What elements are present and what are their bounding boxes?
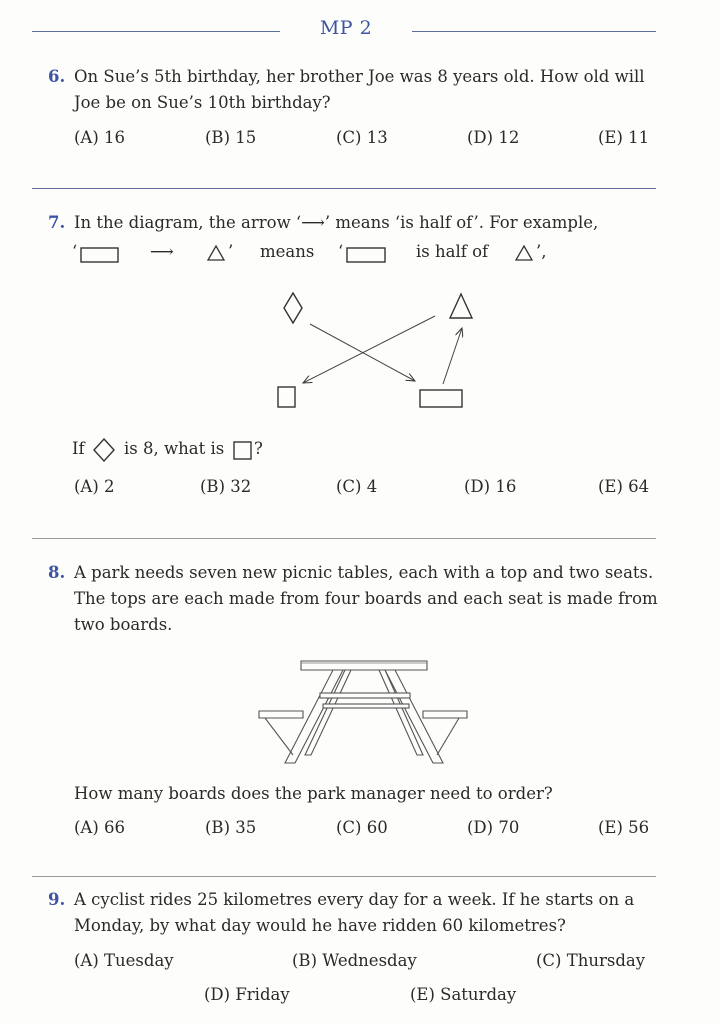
example-is-half-of: is half of <box>416 242 489 261</box>
q8-option-e[interactable]: (E) 56 <box>598 818 650 837</box>
question-8-question: How many boards does the park manager need to order? <box>74 784 553 803</box>
picnic-table-image <box>255 655 475 770</box>
page-header <box>0 14 720 46</box>
q7-option-d[interactable]: (D) 16 <box>464 477 517 496</box>
q8-option-a[interactable]: (A) 66 <box>74 818 126 837</box>
triangle-icon <box>514 244 534 262</box>
question-6-options <box>74 128 664 154</box>
q8-option-c[interactable]: (C) 60 <box>336 818 388 837</box>
question-9-options-row2 <box>74 985 664 1011</box>
header-rule-right <box>412 31 656 32</box>
example-open-quote: ‘ <box>72 242 78 261</box>
question-9-text-line2: Monday, by what day would he have ridden 60 kilometres? <box>74 916 566 935</box>
question-9 <box>48 887 660 939</box>
triangle-shape <box>450 294 472 318</box>
section-divider <box>32 876 656 877</box>
q9-option-b[interactable]: (B) Wednesday <box>292 951 417 970</box>
q8-option-b[interactable]: (B) 35 <box>205 818 257 837</box>
example-open-quote-2: ‘ <box>338 242 344 261</box>
question-6 <box>48 64 660 116</box>
prompt-if: If <box>72 439 85 458</box>
q7-option-e[interactable]: (E) 64 <box>598 477 650 496</box>
question-9-text-line1: A cyclist rides 25 kilometres every day for a week. If he starts on a <box>74 890 635 909</box>
question-7 <box>48 210 660 236</box>
question-7-prompt <box>72 437 372 465</box>
section-divider <box>32 188 656 189</box>
square-shape <box>278 387 295 407</box>
triangle-icon <box>206 244 226 262</box>
rectangle-icon <box>80 246 120 264</box>
question-8-options <box>74 818 664 844</box>
rectangle-icon <box>346 246 388 264</box>
question-7-example <box>72 240 632 268</box>
header-rule-left <box>32 31 280 32</box>
example-arrow: ⟶ <box>150 242 174 261</box>
diamond-icon <box>92 437 116 463</box>
diamond-shape <box>284 293 302 323</box>
q6-option-c[interactable]: (C) 13 <box>336 128 388 147</box>
question-8-prompt <box>48 781 660 807</box>
question-6-text-line2: Joe be on Sue’s 10th birthday? <box>74 93 331 112</box>
question-8-text-line3: two boards. <box>74 615 173 634</box>
example-means: means <box>260 242 315 261</box>
q6-option-a[interactable]: (A) 16 <box>74 128 126 147</box>
prompt-is-8: is 8, what is <box>124 439 225 458</box>
question-9-number: 9. <box>48 890 66 909</box>
q8-option-d[interactable]: (D) 70 <box>467 818 520 837</box>
q9-option-d[interactable]: (D) Friday <box>204 985 290 1004</box>
question-7-text-line1: In the diagram, the arrow ‘⟶’ means ‘is half of’. For example, <box>74 213 599 232</box>
question-6-text-line1: On Sue’s 5th birthday, her brother Joe was 8 years old. How old will <box>74 67 645 86</box>
question-9-options-row1 <box>74 951 664 977</box>
q6-option-d[interactable]: (D) 12 <box>467 128 520 147</box>
table-top <box>301 661 427 670</box>
rectangle-shape <box>420 390 462 407</box>
question-8-text-line2: The tops are each made from four boards and each seat is made from <box>74 589 658 608</box>
q7-option-a[interactable]: (A) 2 <box>74 477 115 496</box>
prompt-question-mark: ? <box>254 439 263 458</box>
q6-option-e[interactable]: (E) 11 <box>598 128 650 147</box>
question-7-options <box>74 477 664 503</box>
example-close-quote: ’ <box>228 242 234 261</box>
question-8-number: 8. <box>48 563 66 582</box>
q9-option-e[interactable]: (E) Saturday <box>410 985 517 1004</box>
q9-option-a[interactable]: (A) Tuesday <box>74 951 174 970</box>
arrow-to-square <box>303 316 435 383</box>
right-seat <box>423 711 467 718</box>
question-8 <box>48 560 660 638</box>
question-8-text-line1: A park needs seven new picnic tables, each with a top and two seats. <box>74 563 654 582</box>
question-7-number: 7. <box>48 213 66 232</box>
square-icon <box>232 440 254 462</box>
q9-option-c[interactable]: (C) Thursday <box>536 951 646 970</box>
example-close-quote-2: ’, <box>536 242 547 261</box>
q7-option-b[interactable]: (B) 32 <box>200 477 252 496</box>
q7-option-c[interactable]: (C) 4 <box>336 477 378 496</box>
question-6-number: 6. <box>48 67 66 86</box>
arrow-diagram <box>270 286 480 416</box>
section-divider <box>32 538 656 539</box>
left-seat <box>259 711 303 718</box>
q6-option-b[interactable]: (B) 15 <box>205 128 257 147</box>
page-title: MP 2 <box>319 17 373 39</box>
arrow-rectangle-to-triangle <box>443 328 462 384</box>
